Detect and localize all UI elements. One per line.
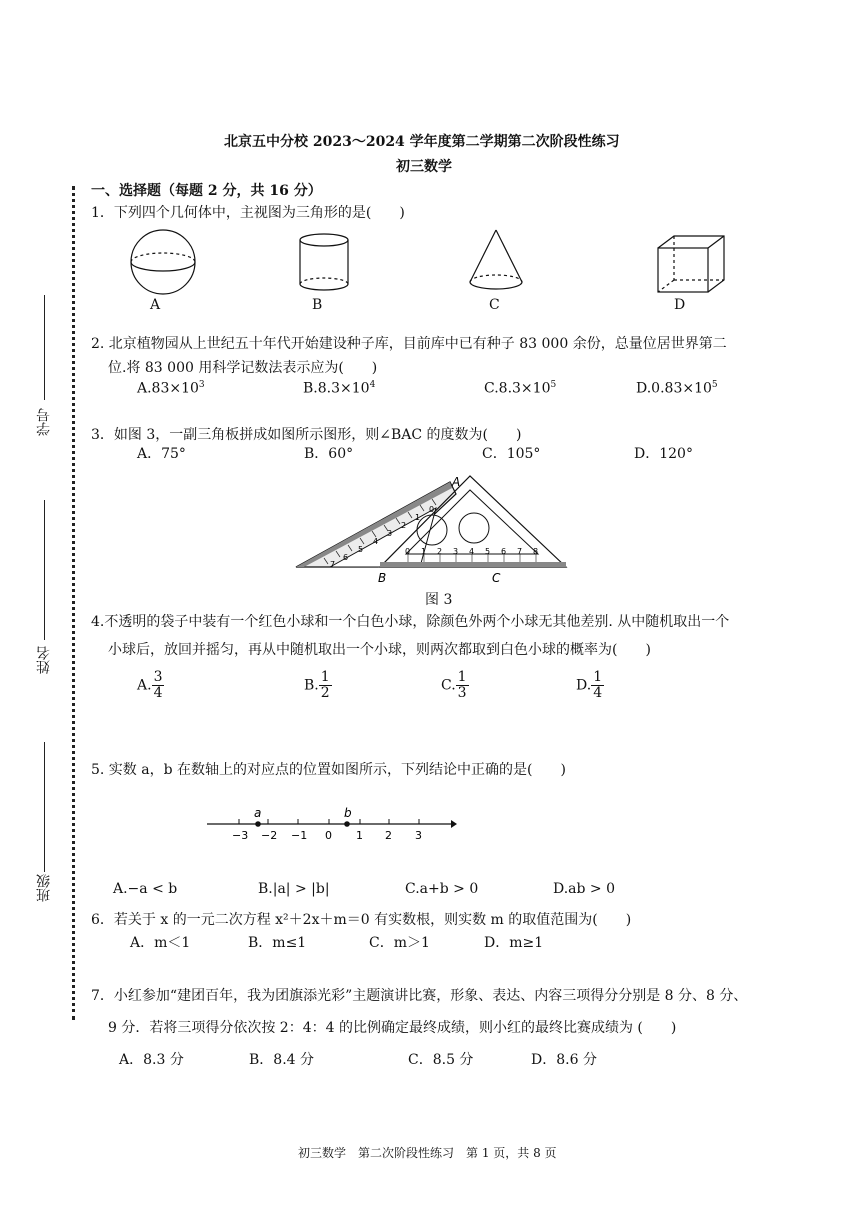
q5-option-c: C.a+b > 0 (405, 881, 479, 897)
q1-label-b: B (312, 297, 323, 313)
ruler-left-tick: 5 (358, 545, 364, 554)
q2-line2: 位.将 83 000 用科学记数法表示应为( ) (108, 360, 378, 376)
q2-option-b: $B.8.3\times 10^4$ (303, 380, 376, 397)
class-label: 班级 (36, 874, 52, 902)
ruler-left-tick: 7 (330, 560, 336, 569)
cone-icon (470, 230, 522, 289)
ruler-left-tick: 2 (401, 521, 407, 530)
student-no-label: 学号 (36, 408, 52, 436)
set-square-figure (290, 470, 580, 590)
point-b-label: B (378, 571, 387, 585)
axis-tick-label: 2 (385, 829, 392, 842)
axis-tick-label: −3 (232, 829, 249, 842)
q7-line2: 9 分．若将三项得分依次按 2：4：4 的比例确定最终成绩，则小红的最终比赛成绩为 ( ) (108, 1020, 677, 1036)
point-b-label: b (344, 806, 352, 820)
q4-option-b: B. $\frac{1}{2}$ (304, 669, 330, 701)
axis-tick-label: −1 (291, 829, 308, 842)
point-a-dot (255, 821, 261, 827)
ruler-right-tick: 1 (421, 547, 427, 556)
q6-option-c: C．m＞1 (369, 935, 430, 951)
q4-option-a: A. $\frac{3}{4}$ (137, 669, 163, 701)
point-a-label: A (452, 475, 461, 489)
student-no-underline (44, 295, 45, 400)
q1-label-c: C (489, 297, 500, 313)
ruler-right-tick: 8 (533, 547, 539, 556)
class-underline (44, 742, 45, 872)
subject-title: 初三数学 (396, 159, 452, 175)
section-heading: 一、选择题（每题 2 分，共 16 分） (91, 183, 322, 199)
name-label: 姓名 (36, 646, 52, 674)
point-b-dot (344, 821, 350, 827)
figure-3-caption: 图 3 (425, 592, 453, 608)
q1-stem: 1．下列四个几何体中，主视图为三角形的是( ) (91, 205, 405, 221)
ruler-right-tick: 6 (501, 547, 507, 556)
binding-dotted-line (72, 186, 75, 1020)
q3-option-a: A．75° (137, 446, 186, 462)
ruler-right-tick: 2 (437, 547, 443, 556)
q6-stem: 6．若关于 x 的一元二次方程 x²＋2x＋m＝0 有实数根，则实数 m 的取值范围为( ) (91, 912, 632, 928)
ruler-left-tick: 6 (343, 553, 349, 562)
q6-option-d: D．m≥1 (484, 935, 544, 951)
cylinder-icon (300, 234, 348, 290)
sphere-icon (131, 230, 195, 294)
q1-label-a: A (150, 297, 161, 313)
q4-option-d: D. $\frac{1}{4}$ (576, 669, 603, 701)
name-underline (44, 500, 45, 640)
q5-option-a: A.−a < b (113, 881, 178, 897)
point-a-label: a (254, 806, 262, 820)
q2-option-c: $C.8.3\times 10^5$ (484, 380, 557, 397)
q4-line1: 4.不透明的袋子中装有一个红色小球和一个白色小球，除颜色外两个小球无其他差别. 从中随机取出一个 (91, 614, 730, 630)
ruler-right-tick: 5 (485, 547, 491, 556)
axis-tick-label: 1 (356, 829, 363, 842)
axis-tick-label: 0 (325, 829, 332, 842)
q7-option-d: D．8.6 分 (531, 1052, 597, 1068)
q6-option-b: B．m≤1 (248, 935, 307, 951)
ruler-left-tick: 0 (429, 505, 435, 514)
q7-option-c: C．8.5 分 (408, 1052, 474, 1068)
q6-option-a: A．m＜1 (130, 935, 191, 951)
ruler-left-tick: 1 (415, 513, 421, 522)
q5-stem: 5. 实数 a，b 在数轴上的对应点的位置如图所示，下列结论中正确的是( ) (91, 762, 566, 778)
q1-label-d: D (674, 297, 686, 313)
ruler-left-tick: 4 (373, 537, 379, 546)
q7-line1: 7．小红参加“建团百年，我为团旗添光彩”主题演讲比赛，形象、表达、内容三项得分分别是 8 分、8 分、 (91, 988, 748, 1004)
q3-option-d: D．120° (634, 446, 693, 462)
axis-tick-label: 3 (415, 829, 422, 842)
point-c-label: C (492, 571, 501, 585)
ruler-right-tick: 4 (469, 547, 475, 556)
page-footer: 初三数学 第二次阶段性练习 第 1 页，共 8 页 (298, 1146, 557, 1160)
q5-option-d: D.ab > 0 (553, 881, 616, 897)
q4-line2: 小球后，放回并摇匀，再从中随机取出一个小球，则两次都取到白色小球的概率为( ) (108, 642, 651, 658)
axis-tick-label: −2 (261, 829, 278, 842)
page-title: 北京五中分校 2023～2024 学年度第二学期第二次阶段性练习 (224, 134, 620, 150)
q2-line1: 2. 北京植物园从上世纪五十年代开始建设种子库，目前库中已有种子 83 000 余份，总量位居世界第二 (91, 336, 727, 352)
number-line-figure (205, 800, 460, 846)
q4-option-c: C. $\frac{1}{3}$ (441, 669, 467, 701)
ruler-right-tick: 0 (405, 547, 411, 556)
cube-icon (658, 236, 724, 292)
ruler-right-tick: 3 (453, 547, 459, 556)
ruler-left-tick: 3 (387, 529, 393, 538)
q7-option-a: A．8.3 分 (119, 1052, 184, 1068)
q2-option-d: $D.0.83\times 10^5$ (636, 380, 718, 397)
q3-option-c: C．105° (482, 446, 541, 462)
q3-option-b: B．60° (304, 446, 354, 462)
ruler-right-tick: 7 (517, 547, 523, 556)
q3-stem: 3．如图 3，一副三角板拼成如图所示图形，则∠BAC 的度数为( ) (91, 427, 522, 443)
q5-option-b: B.|a| > |b| (258, 881, 330, 897)
q2-option-a: $A.83\times 10^3$ (137, 380, 205, 397)
q7-option-b: B．8.4 分 (249, 1052, 315, 1068)
